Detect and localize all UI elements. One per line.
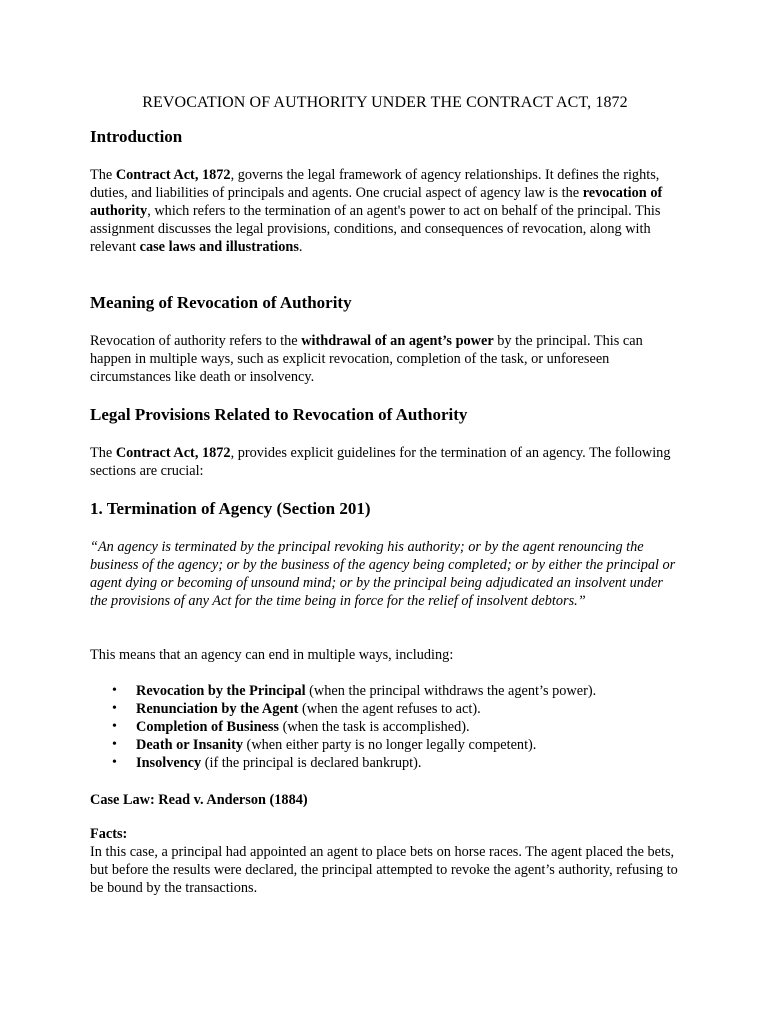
- case-laws-emphasis: case laws and illustrations: [139, 239, 299, 255]
- list-item: [90, 736, 596, 754]
- heading-section-201: 1. Termination of Agency (Section 201): [90, 499, 371, 518]
- meaning-paragraph: Revocation of authority refers to the withdrawal of an agent’s power by the principal. This can happen in multiple ways, such as explicit revocation, completion of the task, or unforeseen circumstances like death or insolvency.: [90, 333, 643, 385]
- bullet-icon: •: [112, 755, 117, 770]
- withdrawal-emphasis: withdrawal of an agent’s power: [301, 333, 494, 349]
- bullet-icon: •: [112, 683, 117, 698]
- legal-paragraph: The Contract Act, 1872, provides explicit guidelines for the termination of an agency. The following sections are crucial:: [90, 445, 671, 479]
- revocation-emphasis: revocation of authority: [90, 185, 663, 219]
- list-item-term: Revocation by the Principal: [136, 683, 306, 699]
- heading-introduction: Introduction: [90, 127, 183, 146]
- list-item-term: Death or Insanity: [136, 737, 243, 753]
- means-paragraph: This means that an agency can end in multiple ways, including:: [90, 647, 454, 663]
- list-item: [90, 754, 596, 772]
- list-item-description: (when the task is accomplished).: [279, 719, 470, 735]
- intro-paragraph: The Contract Act, 1872, governs the legal framework of agency relationships. It defines the rights, duties, and liabilities of principals and agents. One crucial aspect of agency law is the revocation of authority, which refers to the termination of an agent's power to act on behalf of the principal. This assignment discusses the legal provisions, conditions, and consequences of revocation, along with relevant case laws and illustrations.: [90, 167, 663, 255]
- contract-act-emphasis: Contract Act, 1872: [115, 167, 231, 183]
- facts-label: Facts:: [90, 826, 128, 842]
- list-item-description: (when the agent refuses to act).: [298, 701, 481, 717]
- list-item-term: Insolvency: [136, 755, 202, 771]
- list-item-term: Completion of Business: [136, 719, 279, 735]
- list-item: [90, 718, 596, 736]
- termination-list: [90, 682, 596, 772]
- heading-legal-provisions: Legal Provisions Related to Revocation of Authority: [90, 405, 468, 424]
- contract-act-emphasis-2: Contract Act, 1872: [115, 445, 231, 461]
- case-law-heading: Case Law: Read v. Anderson (1884): [90, 792, 308, 808]
- list-item-description: (if the principal is declared bankrupt).: [201, 755, 422, 771]
- document-title: REVOCATION OF AUTHORITY UNDER THE CONTRACT ACT, 1872: [142, 94, 628, 111]
- bullet-icon: •: [112, 701, 117, 716]
- list-item: [90, 700, 596, 718]
- list-item: [90, 682, 596, 700]
- heading-meaning: Meaning of Revocation of Authority: [90, 293, 352, 312]
- facts-paragraph: In this case, a principal had appointed an agent to place bets on horse races. The agent placed the bets, but before the results were declared, the principal attempted to revoke the agent’s authority, refusing to be bound by the transactions.: [90, 844, 678, 896]
- list-item-description: (when either party is no longer legally competent).: [242, 737, 537, 753]
- list-item-description: (when the principal withdraws the agent’s power).: [305, 683, 597, 699]
- bullet-icon: •: [112, 719, 117, 734]
- bullet-icon: •: [112, 737, 117, 752]
- list-item-term: Renunciation by the Agent: [136, 701, 299, 717]
- section-201-quote: “An agency is terminated by the principal revoking his authority; or by the agent renouncing the business of the agency; or by the business of the agency being completed; or by either the principal or agent dying or becoming of unsound mind; or by the principal being adjudicated an insolvent under the provisions of any Act for the time being in force for the relief of insolvent debtors.”: [90, 539, 676, 609]
